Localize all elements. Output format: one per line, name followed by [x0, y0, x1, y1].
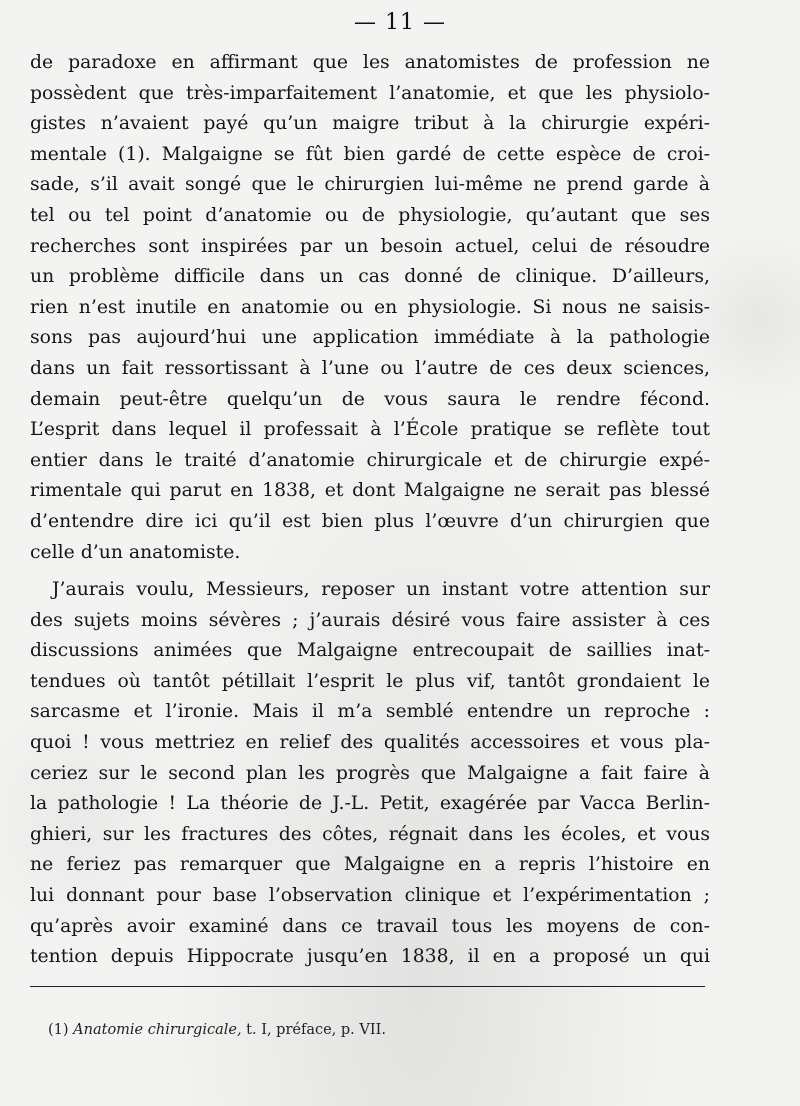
- paragraph-gap: [30, 568, 710, 575]
- text-line: sade, s’il avait songé que le chirurgien lui-même ne prend garde à: [30, 174, 710, 196]
- text-line: sarcasme et l’ironie. Mais il m’a semblé entendre un reproche :: [30, 701, 710, 723]
- text-line: dans un fait ressortissant à l’une ou l’autre de ces deux sciences,: [30, 357, 710, 379]
- text-line: sons pas aujourd’hui une application immédiate à la pathologie: [30, 327, 710, 349]
- text-line: d’entendre dire ici qu’il est bien plus l’œuvre d’un chirurgien que: [30, 510, 710, 532]
- text-line: des sujets moins sévères ; j’aurais désiré vous faire assister à ces: [30, 609, 710, 631]
- paragraph: [30, 575, 710, 973]
- text-line: possèdent que très-imparfaitement l’anatomie, et que les physiolo-: [30, 82, 710, 104]
- text-line: un problème difficile dans un cas donné de clinique. D’ailleurs,: [30, 266, 710, 288]
- text-line: celle d’un anatomiste.: [30, 541, 241, 563]
- text-line: qu’après avoir examiné dans ce travail tous les moyens de con-: [30, 915, 710, 937]
- text-line: ceriez sur le second plan les progrès que Malgaigne a fait faire à: [30, 762, 710, 784]
- footnote: [48, 1022, 386, 1038]
- text-line: recherches sont inspirées par un besoin actuel, celui de résoudre: [30, 235, 710, 257]
- text-line: rimentale qui parut en 1838, et dont Malgaigne ne serait pas blessé: [30, 480, 710, 502]
- footnote-title: Anatomie chirurgicale,: [73, 1022, 242, 1038]
- text-line: rien n’est inutile en anatomie ou en physiologie. Si nous ne saisis-: [30, 296, 710, 318]
- text-line: gistes n’avaient payé qu’un maigre tribut à la chirurgie expéri-: [30, 113, 710, 135]
- text-line: quoi ! vous mettriez en relief des qualités accessoires et vous pla-: [30, 732, 710, 754]
- text-line: ghieri, sur les fractures des côtes, régnait dans les écoles, et vous: [30, 823, 710, 845]
- body-text: [30, 48, 710, 973]
- text-line: lui donnant pour base l’observation clinique et l’expérimentation ;: [30, 885, 710, 907]
- footnote-marker: (1): [48, 1022, 69, 1038]
- text-line: L’esprit dans lequel il professait à l’École pratique se reflète tout: [30, 419, 710, 441]
- text-line: J’aurais voulu, Messieurs, reposer un instant votre attention sur: [52, 579, 710, 601]
- text-line: tel ou tel point d’anatomie ou de physiologie, qu’autant que ses: [30, 204, 710, 226]
- paragraph: [30, 48, 710, 568]
- footnote-reference: t. I, préface, p. VII.: [246, 1022, 386, 1038]
- text-line: tention depuis Hippocrate jusqu’en 1838, il en a proposé un qui: [30, 946, 710, 968]
- text-line: discussions animées que Malgaigne entrecoupait de saillies inat-: [30, 640, 710, 662]
- text-line: mentale (1). Malgaigne se fût bien gardé de cette espèce de croi-: [30, 143, 710, 165]
- text-line: tendues où tantôt pétillait l’esprit le plus vif, tantôt grondaient le: [30, 670, 710, 692]
- text-line: de paradoxe en affirmant que les anatomistes de profession ne: [30, 52, 710, 73]
- footnote-divider: [30, 986, 705, 987]
- text-line: ne feriez pas remarquer que Malgaigne en a repris l’histoire en: [30, 854, 710, 876]
- page-number: — 11 —: [354, 10, 446, 35]
- text-line: entier dans le traité d’anatomie chirurgicale et de chirurgie expé-: [30, 449, 710, 471]
- text-line: la pathologie ! La théorie de J.-L. Petit, exagérée par Vacca Berlin-: [30, 793, 710, 815]
- text-line: demain peut-être quelqu’un de vous saura le rendre fécond.: [30, 388, 710, 410]
